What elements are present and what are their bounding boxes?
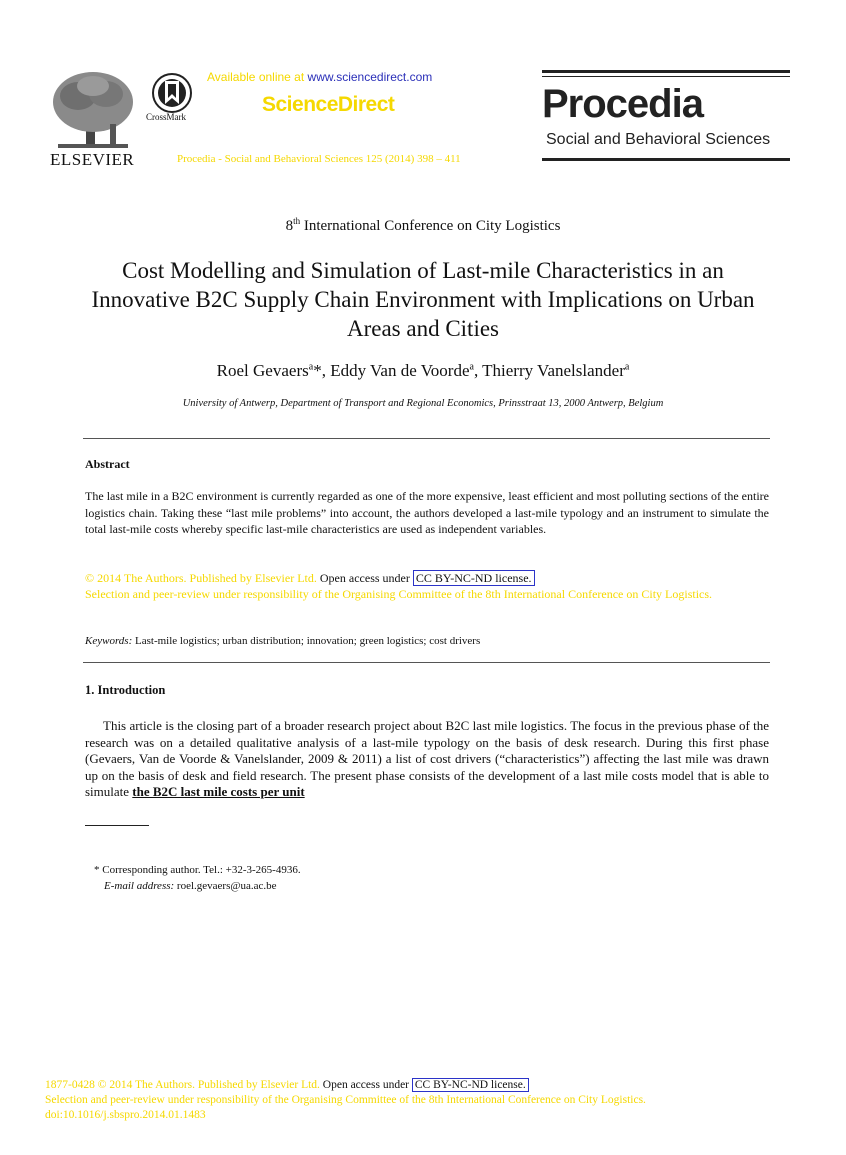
abstract-license-link[interactable]: CC BY-NC-ND license. bbox=[413, 570, 535, 586]
footnote-email-label: E-mail address: bbox=[104, 880, 175, 892]
crossmark-logo[interactable] bbox=[146, 72, 198, 124]
available-online bbox=[207, 70, 432, 84]
abstract-copyright: © 2014 The Authors. Published by Elsevier Ltd. bbox=[85, 571, 317, 585]
crossmark-icon bbox=[151, 72, 193, 114]
footer-peer-review: Selection and peer-review under responsibility of the Organising Committee of the 8th International Conference on City Logistics. bbox=[45, 1094, 646, 1106]
footer-block bbox=[45, 1078, 805, 1123]
procedia-logo bbox=[542, 70, 792, 166]
abstract-copyright-block bbox=[85, 571, 725, 602]
abstract-bottom-rule bbox=[83, 662, 770, 663]
procedia-subtitle: Social and Behavioral Sciences bbox=[546, 131, 771, 148]
footer-license-link[interactable]: CC BY-NC-ND license. bbox=[412, 1078, 529, 1092]
procedia-top-rule bbox=[542, 70, 790, 73]
elsevier-logo bbox=[48, 68, 138, 168]
author-2: Eddy Van de Voorde bbox=[330, 361, 470, 380]
footer-open-access: Open access under bbox=[319, 1079, 412, 1091]
conference-line bbox=[0, 216, 846, 235]
intro-heading: 1. Introduction bbox=[85, 683, 166, 697]
author-separator: , bbox=[473, 361, 483, 380]
elsevier-wordmark: ELSEVIER bbox=[50, 150, 135, 169]
journal-reference: Procedia - Social and Behavioral Sciences 125 (2014) 398 – 411 bbox=[177, 153, 461, 165]
available-prefix: Available online at bbox=[207, 70, 308, 84]
footnote-corresponding: * Corresponding author. Tel.: +32-3-265-4936. bbox=[94, 864, 301, 876]
procedia-bottom-rule bbox=[542, 158, 790, 161]
author-2-sup: a bbox=[469, 361, 474, 373]
author-1-sup: a bbox=[308, 361, 314, 373]
keywords bbox=[85, 635, 480, 647]
procedia-top-rule-thin bbox=[542, 76, 790, 77]
intro-text: This article is the closing part of a broader research project about B2C last mile logistics. The focus in the previous phase of the research was on a detailed qualitative analysis of a last-mile typology on the basis of desk research. During this first phase (Gevaers, Van de Voorde & Vanelslander, 2009 & 2011) a list of cost drivers (“characteristics”) affecting the last mile was drawn up on the basis of desk and field research. The present phase consists of the development of a last mile costs model that is able to simulate bbox=[85, 718, 769, 799]
abstract-heading: Abstract bbox=[85, 457, 130, 471]
affiliation: University of Antwerp, Department of Transport and Regional Economics, Prinsstraat 13, 2000 Antwerp, Belgium bbox=[182, 398, 664, 409]
crossmark-label: CrossMark bbox=[146, 112, 186, 122]
conference-ordinal: 8 bbox=[285, 218, 294, 234]
footnote-rule bbox=[85, 825, 149, 826]
author-line bbox=[0, 361, 846, 381]
author-1: Roel Gevaers bbox=[216, 361, 309, 380]
sciencedirect-wordmark: ScienceDirect bbox=[262, 93, 395, 116]
conference-name: International Conference on City Logistics bbox=[300, 218, 561, 234]
keywords-label: Keywords: bbox=[85, 635, 133, 647]
abstract-open-access: Open access under bbox=[316, 571, 413, 585]
abstract-top-rule bbox=[83, 438, 770, 439]
footer-issn: 1877-0428 © 2014 The Authors. Published by Elsevier Ltd. bbox=[45, 1079, 320, 1091]
abstract-peer-review: Selection and peer-review under responsibility of the Organising Committee of the 8th International Conference on City Logistics. bbox=[85, 586, 713, 601]
paper-title: Cost Modelling and Simulation of Last-mile Characteristics in an Innovative B2C Supply Chain Environment with Implications on Urban Areas and Cities bbox=[91, 258, 755, 341]
author-3-sup: a bbox=[624, 361, 630, 373]
author-1-corresponding: *, bbox=[313, 361, 331, 380]
elsevier-tree-icon bbox=[48, 68, 138, 152]
footer-doi[interactable]: doi:10.1016/j.sbspro.2014.01.1483 bbox=[45, 1109, 206, 1121]
abstract-text: The last mile in a B2C environment is currently regarded as one of the more expensive, least efficient and most polluting sections of the entire logistics chain. Taking these “last mile problems” into account, the authors developed a last-mile typology and an instrument to simulate the total last-mile costs whereby specific last-mile characteristics are used as independent variables. bbox=[85, 489, 769, 536]
footnote-email-address[interactable]: roel.gevaers@ua.ac.be bbox=[174, 880, 277, 892]
sciencedirect-url[interactable]: www.sciencedirect.com bbox=[307, 70, 433, 84]
author-3: Thierry Vanelslander bbox=[482, 361, 625, 380]
intro-emphasis: the B2C last mile costs per unit bbox=[132, 784, 305, 799]
keywords-text: Last-mile logistics; urban distribution; innovation; green logistics; cost drivers bbox=[132, 635, 481, 647]
intro-paragraph bbox=[85, 718, 769, 801]
conference-ordinal-sup: th bbox=[293, 216, 301, 226]
footnote-email bbox=[104, 880, 277, 892]
procedia-title: Procedia bbox=[542, 82, 703, 126]
